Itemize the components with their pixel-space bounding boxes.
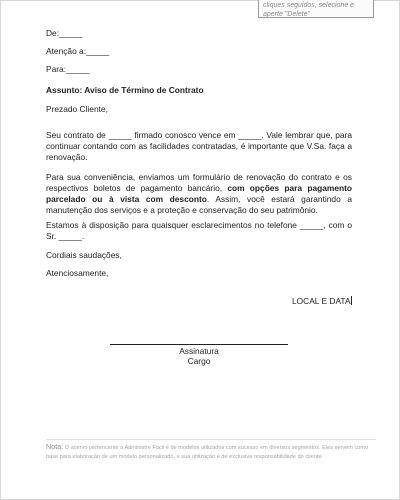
note-divider <box>46 439 376 440</box>
job-title-label: Cargo <box>187 356 211 366</box>
closing-sincerely: Atenciosamente, <box>46 268 109 278</box>
note-text: O acervo pertencente a Administre Fácil é de modelos utilizados com sucesso em diversos segmentos. Eles servem como base para elaboração de um modelo personalizado, e sua utilização é de exclusiva responsabilidade do cliente. <box>46 445 369 460</box>
signature-label: Assinatura <box>179 346 219 356</box>
instruction-tip-text: cliques seguidos, selecione e aperte "Delete" <box>263 2 355 18</box>
renewal-text-end: . Assim, você estará garantindo a manutenção dos serviços e a proteção e conservação do seu patrimônio. <box>46 194 352 215</box>
greeting: Prezado Cliente, <box>46 104 108 114</box>
paragraph-contact: Estamos à disposição para quaisquer esclarecimentos no telefone _____, com o Sr. _____. <box>46 220 352 241</box>
place-and-date[interactable] <box>292 296 352 307</box>
text-cursor <box>351 296 352 305</box>
to-field[interactable]: Para:_____ <box>46 64 90 74</box>
signature-line <box>110 344 288 345</box>
from-field[interactable]: De:_____ <box>46 28 83 38</box>
attention-field[interactable]: Atenção a:_____ <box>46 46 110 56</box>
instruction-tip-box <box>258 0 374 18</box>
subject-line: Assunto: Aviso de Término de Contrato <box>46 85 204 95</box>
paragraph-renewal-offer <box>46 172 352 216</box>
note-label: Nota: <box>46 442 64 451</box>
paragraph-contract-expiry: Seu contrato de _____ firmado conosco vence em _____. Vale lembrar que, para continuar contando com as facilidades contratadas, é importante que V.Sa. faça a renovação. <box>46 130 352 162</box>
closing-regards: Cordiais saudações, <box>46 250 122 260</box>
payment-options-highlight: com opções para pagamento parcelado ou à vista com desconto <box>46 183 352 204</box>
place-and-date-text: LOCAL E DATA <box>292 296 351 306</box>
renewal-text-start: Para sua conveniência, enviamos um formulário de renovação do contrato e os respectivos boletos de pagamento bancário, <box>46 172 352 193</box>
disclaimer-note <box>46 443 374 461</box>
